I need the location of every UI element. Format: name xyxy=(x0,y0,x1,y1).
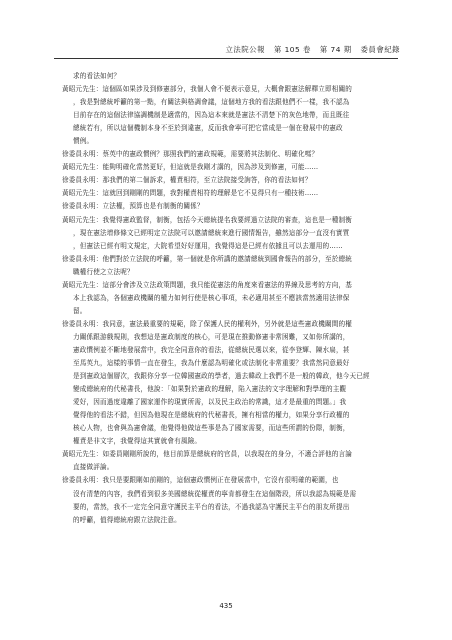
transcript-line: 職權行使之立法呢？ xyxy=(73,267,134,276)
transcript-line: 至馬英九，這樣的事情一直在發生，我為什麼認為明確化或法制化非常重要？我當然同意最好 xyxy=(73,359,350,368)
transcript-line: 徐委員永明：蔡英中的憲政慣例？那照我們的憲政規範，需要將其法制化、明確化嗎？ xyxy=(62,150,319,159)
transcript-line: 沒有清楚的內容，我們看到很多美國總統從權責的寧肯都發生在這個階段，所以我認為規範是需 xyxy=(73,489,357,498)
header-rule xyxy=(54,58,398,59)
transcript-line: 徐委員永明：我只是要跟剛如前剛的，這個憲政慣例正在發展當中，它沒有很明確的範圍，也 xyxy=(62,476,339,485)
page-number: 435 xyxy=(219,602,233,610)
transcript-line: 的呼籲，值得總統府跟立法院注意。 xyxy=(73,515,181,524)
transcript-line: 總統若有，所以這個機制本身不至於到違憲，反而我會寧可把它當成是一個在發展中的憲政 xyxy=(73,124,343,133)
transcript-line: 變成總統府的代秘書長，他說：「如果對於憲政的理解，陷入憲法的文字理解和對學理的主觀 xyxy=(73,385,347,394)
page-header xyxy=(220,44,401,55)
publication-title: 立法院公報 xyxy=(225,45,265,54)
transcript-line: 黃昭元先生：如委員剛剛所說的，他目前算是總統府的官員，以我現在的身分，不適合評他的言論 xyxy=(62,450,352,459)
transcript-line: 要的，當然，我不一定完全同意守護民主平台的看法，不過我認為守護民主平台的朋友所提出 xyxy=(73,502,350,511)
transcript-line: 徐委員永明：立法權，預算也是有制衡的關係？ xyxy=(62,202,204,211)
volume-label: 第 105 卷 xyxy=(273,45,311,54)
transcript-body xyxy=(62,70,400,527)
transcript-line: 黃昭元先生：這個區如果涉及到修憲部分，我個人會不便表示意見，大概會跟憲法解釋立即相關的 xyxy=(62,85,352,94)
transcript-line: ，現在憲法增修條文已經明定立法院可以邀請總統來進行國情報告，雖然這部分一直沒有實質 xyxy=(73,228,350,237)
transcript-line: 本上我認為，各個憲政機關的權力如何行使是核心事項，未必適用甚至不應該當然適用法律保 xyxy=(73,293,350,302)
transcript-line: ，但憲法已經有明文規定，大院希望好好運用，我覺得這是已經有依據且可以去運用的…… xyxy=(73,241,343,250)
transcript-line: 權責是非文字，我覺得這其實就會有風險。 xyxy=(73,437,202,446)
transcript-line: 核心人物，也會與為憲會議，他覺得他做這些事是為了國家需要，而這些所謂的份際，制衡， xyxy=(73,424,350,433)
transcript-line: 覺得他的看法不錯，但因為他現在是總統府的代秘書長，擁有相當的權力，如果分享行政權的 xyxy=(73,411,350,420)
issue-label: 第 74 期 xyxy=(319,45,352,54)
transcript-line: 黃昭元先生：這部分會涉及立法政策問題，我只能從憲法的角度來看憲法的界線及思考的方向，基 xyxy=(62,280,352,289)
transcript-line: 徐委員永明：那我們的第二個訴求，權責相符，至立法院接受詢答，你的看法如何？ xyxy=(62,176,312,185)
transcript-line: 求的看法如何？ xyxy=(73,72,121,80)
transcript-line: 直接做評論。 xyxy=(73,463,114,472)
transcript-line: 黃昭元先生：我覺得憲政監督，制衡，包括今天總統提名我要經過立法院的審查，這也是一種制衡 xyxy=(62,215,352,224)
transcript-line: 目前存在的這個法律協調機制是適當的，因為這本來就是憲法不清楚下的灰色地帶，而且既往 xyxy=(73,111,350,120)
transcript-line: 黃昭元先生：能夠明確化當然更好，但這就是我剛才講的，因為涉及到修憲，可能…… xyxy=(62,163,319,172)
transcript-line: ，我是對總統呼籲的第一點，有關法與格調會議，這個地方我的看法跟他們不一樣，我不認為 xyxy=(73,98,350,107)
transcript-line: 黃昭元先生：這就回到剛剛的問題，我對權責相符的理解是它不見得只有一種技術…… xyxy=(62,189,319,198)
transcript-line: 是到憲政這個層次，我跟你分享一位韓國憲政的學者，過去韓政上我們不是一般的韓政，他今天已經 xyxy=(73,372,370,381)
section-label: 委員會紀錄 xyxy=(360,45,400,54)
transcript-line: 徐委員永明：我同意，憲法最重要的規範，除了保護人民的權利外，另外就是這些憲政機關間的權 xyxy=(62,319,352,328)
transcript-line: 留。 xyxy=(73,306,87,315)
transcript-line: 憲政慣例並不斷地發展當中，我完全同意你的看法，從總統民選以來，從李登輝、陳水扁，甚 xyxy=(73,345,350,354)
transcript-line: 慣例。 xyxy=(73,137,94,146)
transcript-line: 愛好，因而過度違離了國家運作的現實所需，以及民主政治的常識，這才是最重的問題。」我 xyxy=(73,398,347,407)
transcript-line: 力關係跟游戲規則，我想這是憲政制度的核心，可是現在推動修憲非常困難，又如你所講的， xyxy=(73,332,350,341)
transcript-line: 徐委員永明：他們對於立法院的呼籲，第一個就是你所講的邀請總統到國會報告的部分，至於總統 xyxy=(62,254,352,263)
